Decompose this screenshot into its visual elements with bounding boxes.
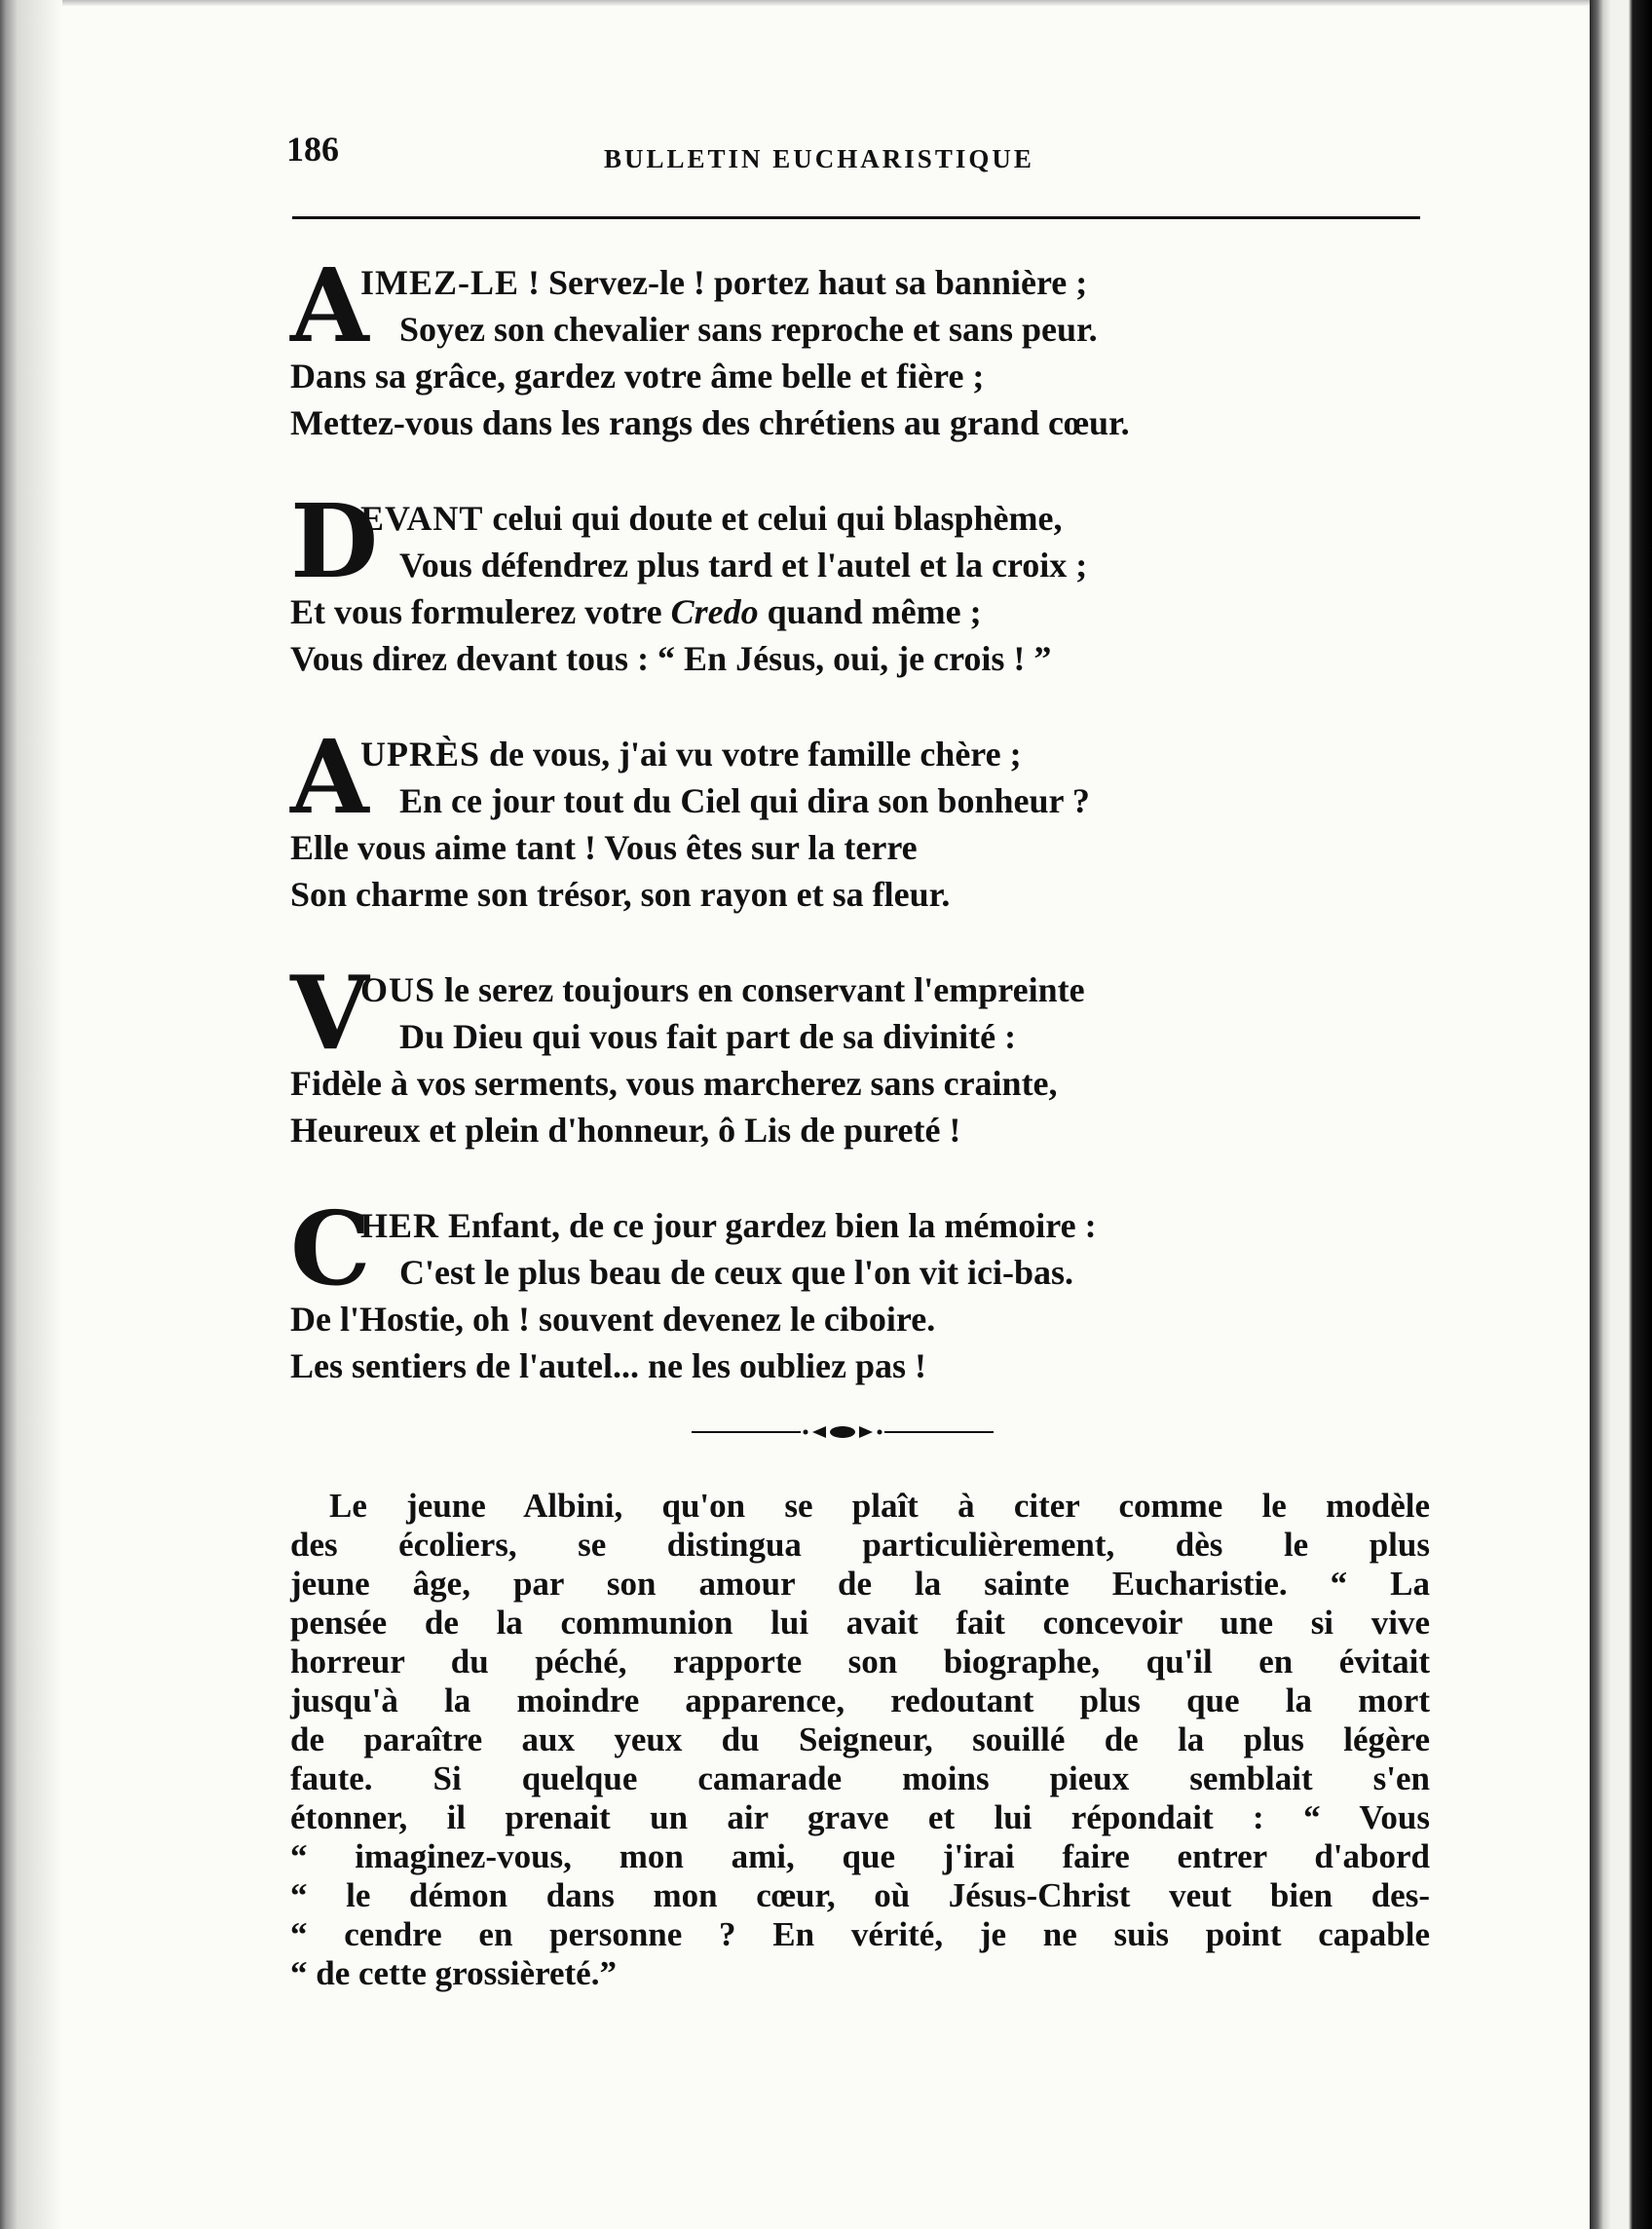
verse-text: quand même ; bbox=[758, 592, 982, 631]
stanza-5 bbox=[290, 1189, 1440, 1389]
prose-line: “ cendre en personne ? En vérité, je ne suis point capable bbox=[290, 1915, 1430, 1953]
verse-line: Son charme son trésor, son rayon et sa fleur. bbox=[290, 875, 951, 914]
verse-line bbox=[290, 1202, 1440, 1249]
verse-line bbox=[290, 966, 1440, 1013]
verse-text: Et vous formulerez votre bbox=[290, 592, 671, 631]
verse-line: Mettez-vous dans les rangs des chrétiens au grand cœur. bbox=[290, 403, 1130, 442]
drop-cap: A bbox=[290, 246, 369, 365]
prose-paragraph bbox=[290, 1487, 1430, 1993]
drop-cap: A bbox=[290, 717, 369, 837]
header-rule bbox=[292, 216, 1420, 219]
italic-word: Credo bbox=[670, 592, 759, 631]
verse-text: ! Servez-le ! portez haut sa bannière ; bbox=[519, 263, 1088, 302]
verse-line: Elle vous aime tant ! Vous êtes sur la terre bbox=[290, 828, 918, 867]
page-left-edge bbox=[0, 0, 62, 2229]
verse-text: le serez toujours en conservant l'empreinte bbox=[435, 970, 1085, 1009]
prose-line: faute. Si quelque camarade moins pieux semblait s'en bbox=[290, 1759, 1430, 1797]
small-caps-word: OUS bbox=[360, 970, 436, 1009]
stanza-4 bbox=[290, 953, 1440, 1153]
verse-line: Soyez son chevalier sans reproche et sans peur. bbox=[399, 310, 1098, 349]
prose-line: “ de cette grossièreté.” bbox=[290, 1954, 617, 1992]
verse-line: C'est le plus beau de ceux que l'on vit ici-bas. bbox=[399, 1253, 1074, 1292]
running-head bbox=[286, 129, 1422, 175]
verse-line: Fidèle à vos serments, vous marcherez sans crainte, bbox=[290, 1064, 1058, 1103]
verse-line: En ce jour tout du Ciel qui dira son bonheur ? bbox=[399, 781, 1090, 820]
prose-line: jusqu'à la moindre apparence, redoutant plus que la mort bbox=[290, 1681, 1430, 1719]
verse-line: De l'Hostie, oh ! souvent devenez le ciboire. bbox=[290, 1300, 936, 1339]
page-number: 186 bbox=[286, 130, 339, 169]
small-caps-word: EVANT bbox=[360, 499, 484, 538]
running-title: BULLETIN EUCHARISTIQUE bbox=[604, 144, 1034, 173]
verse-line bbox=[290, 588, 1440, 635]
small-caps-word: HER bbox=[360, 1206, 440, 1245]
verse-line: Dans sa grâce, gardez votre âme belle et fière ; bbox=[290, 357, 985, 396]
verse-line bbox=[290, 495, 1440, 542]
prose-line: “ le démon dans mon cœur, où Jésus-Christ veut bien des- bbox=[290, 1876, 1430, 1914]
verse-line: Les sentiers de l'autel... ne les oubliez pas ! bbox=[290, 1346, 926, 1385]
verse-line: Vous défendrez plus tard et l'autel et la croix ; bbox=[399, 546, 1088, 585]
verse-line: Du Dieu qui vous fait part de sa divinité : bbox=[399, 1017, 1017, 1056]
prose-line: “ imaginez-vous, mon ami, que j'irai faire entrer d'abord bbox=[290, 1837, 1430, 1875]
poem bbox=[290, 246, 1440, 1438]
verse-text: Enfant, de ce jour gardez bien la mémoire : bbox=[439, 1206, 1097, 1245]
small-caps-word: UPRÈS bbox=[360, 735, 481, 774]
verse-line: Vous direz devant tous : “ En Jésus, oui, je crois ! ” bbox=[290, 639, 1052, 678]
prose-line: étonner, il prenait un air grave et lui répondait : “ Vous bbox=[290, 1798, 1430, 1836]
stanza-1 bbox=[290, 246, 1440, 446]
prose-line: pensée de la communion lui avait fait concevoir une si vive bbox=[290, 1604, 1430, 1642]
prose-line: des écoliers, se distingua particulièrement, dès le plus bbox=[290, 1526, 1430, 1564]
verse-line bbox=[290, 731, 1440, 777]
book-spine bbox=[1590, 0, 1652, 2229]
prose-line: de paraître aux yeux du Seigneur, souillé de la plus légère bbox=[290, 1720, 1430, 1758]
verse-text: celui qui doute et celui qui blasphème, bbox=[483, 499, 1063, 538]
drop-cap: D bbox=[290, 481, 379, 601]
stanza-2 bbox=[290, 481, 1440, 682]
verse-line: Heureux et plein d'honneur, ô Lis de pureté ! bbox=[290, 1111, 961, 1150]
drop-cap: C bbox=[290, 1189, 371, 1308]
verse-text: de vous, j'ai vu votre famille chère ; bbox=[480, 735, 1022, 774]
page-top-edge bbox=[0, 0, 1590, 6]
verse-line bbox=[290, 259, 1440, 306]
prose-line: Le jeune Albini, qu'on se plaît à citer comme le modèle bbox=[329, 1487, 1430, 1525]
prose-line: horreur du péché, rapporte son biographe, qu'il en évitait bbox=[290, 1643, 1430, 1681]
prose-line: jeune âge, par son amour de la sainte Eucharistie. “ La bbox=[290, 1565, 1430, 1603]
stanza-3 bbox=[290, 717, 1440, 918]
small-caps-word: IMEZ-LE bbox=[360, 263, 520, 302]
drop-cap: V bbox=[290, 953, 369, 1073]
section-divider-ornament bbox=[692, 1422, 994, 1442]
